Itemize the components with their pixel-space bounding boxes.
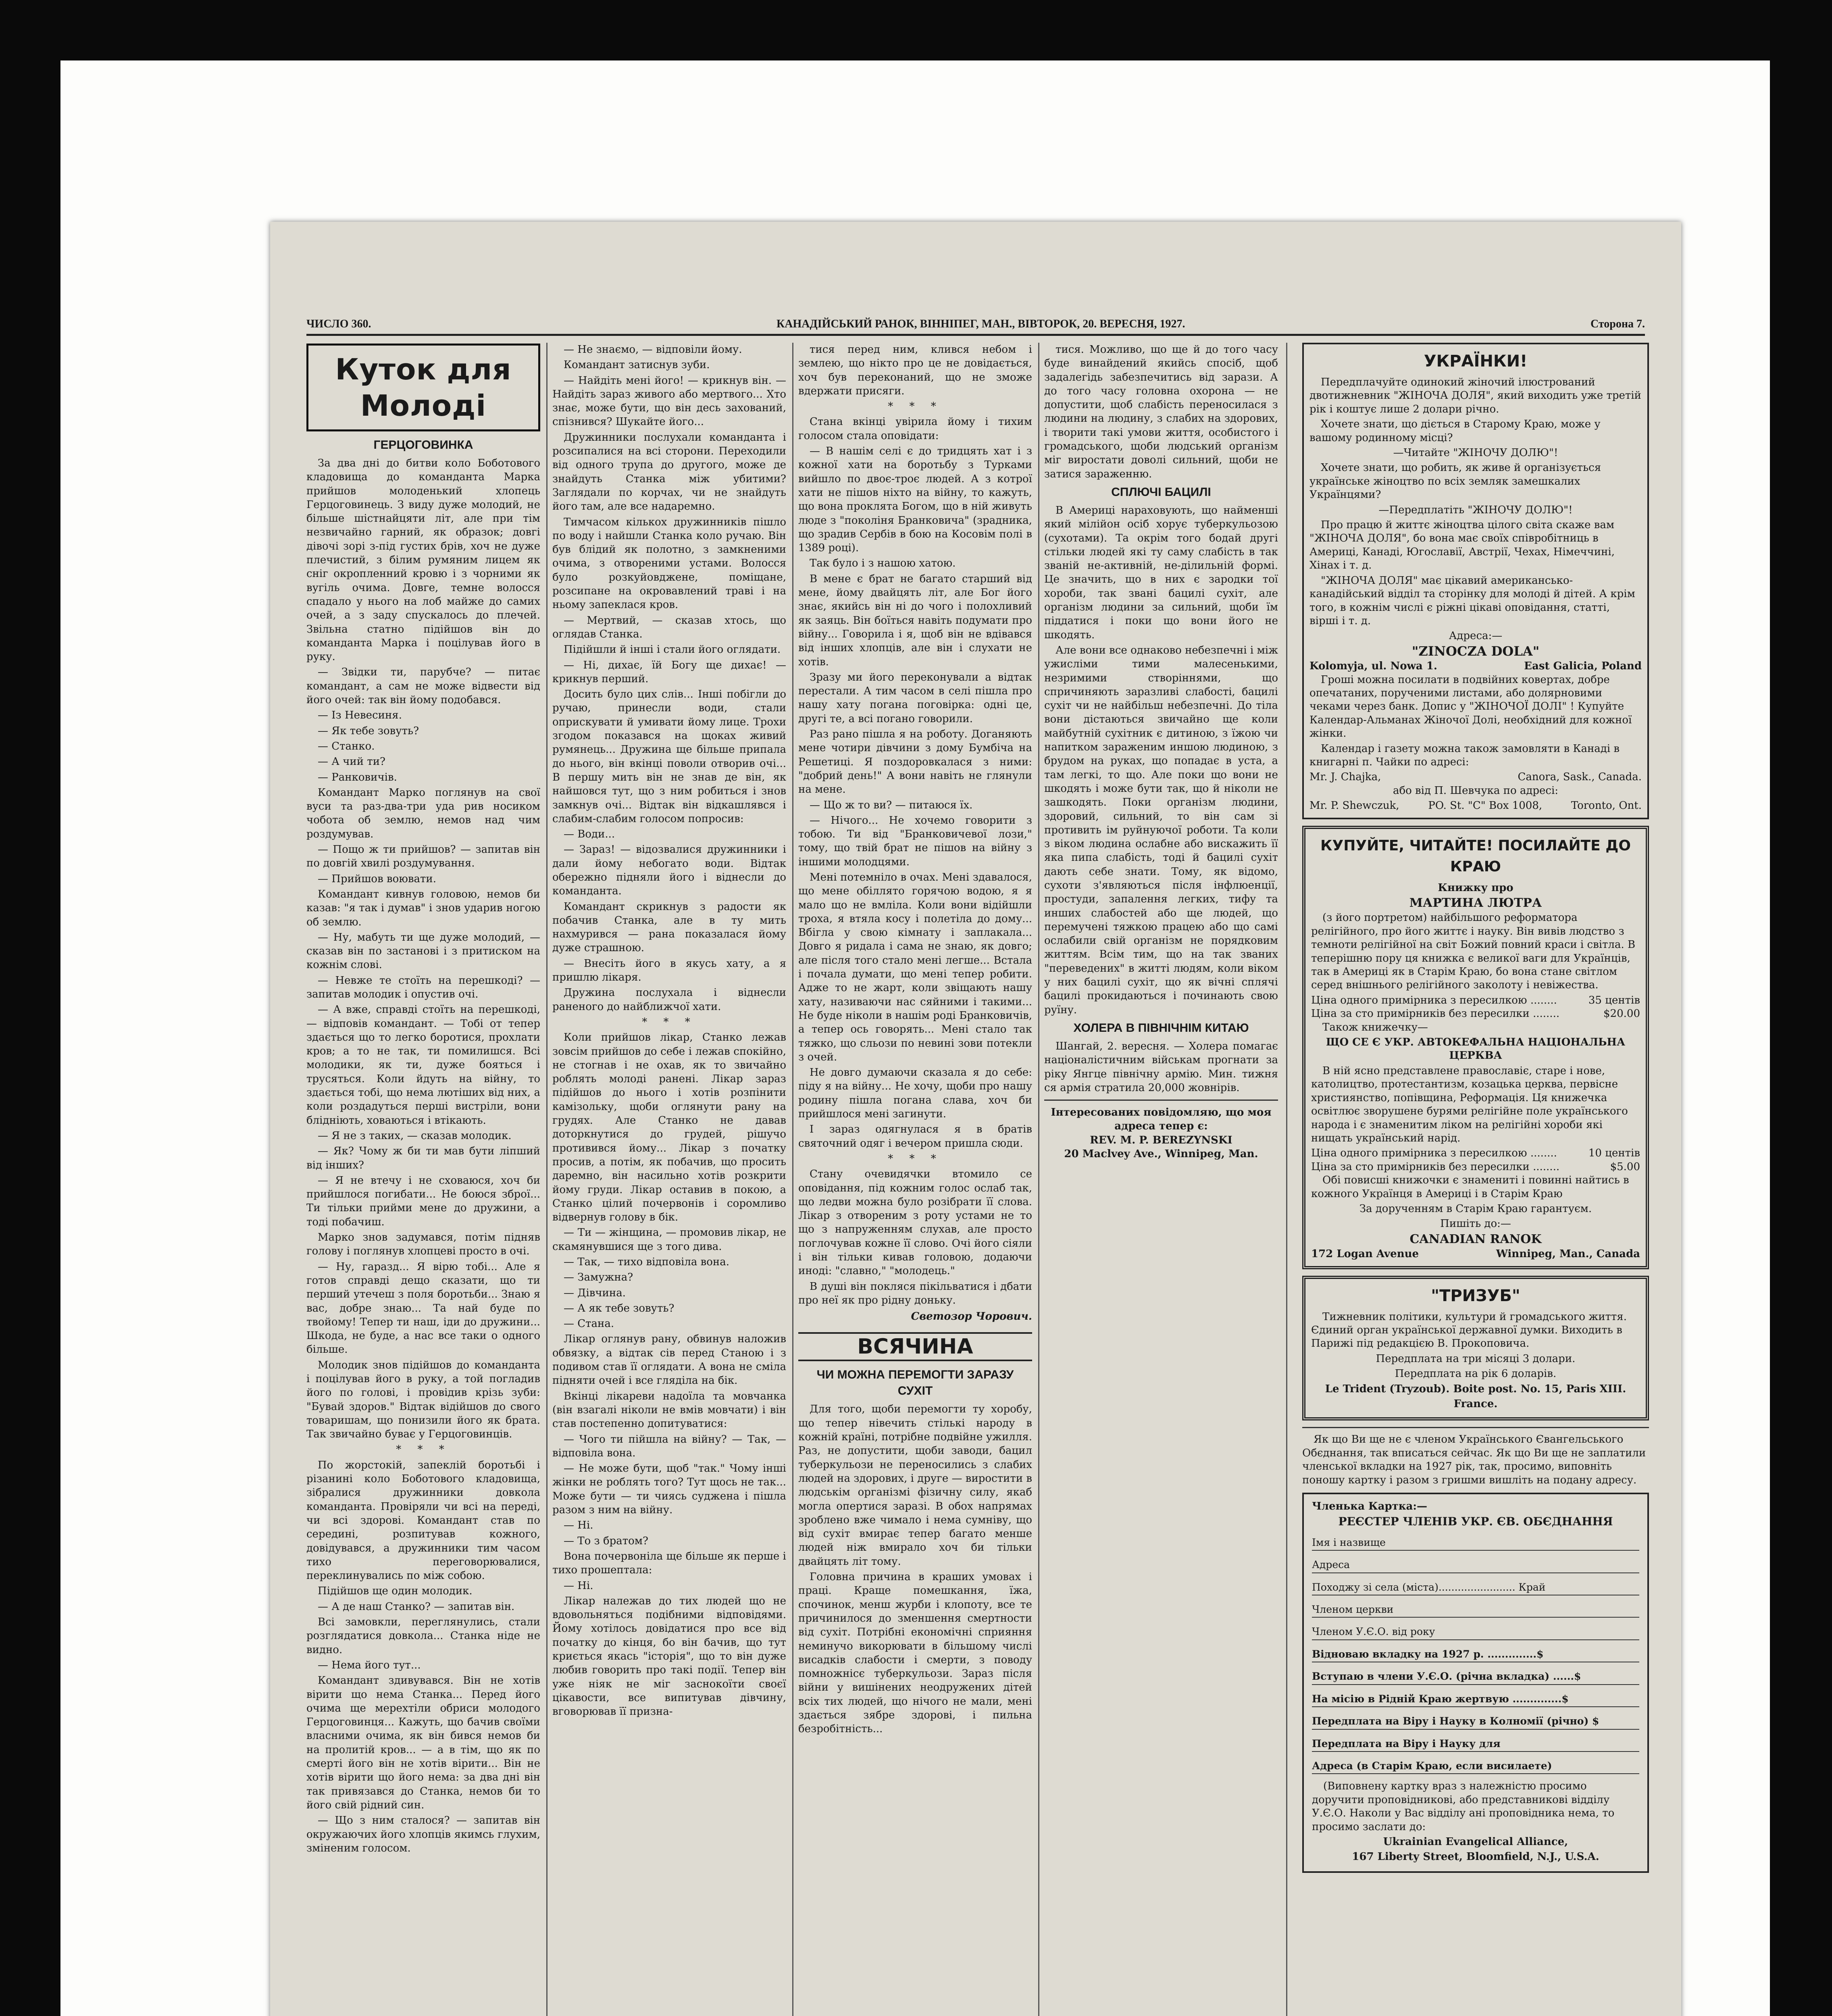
page-header <box>306 310 1645 336</box>
paragraph: — Я не втечу і не сховаюся, хоч би прийшлося погибати... Не боюся зброї... Ти тільки прийми мене до дружини, а тоді побачиш. <box>306 1174 540 1228</box>
ad-title: "ТРИЗУБ" <box>1431 1286 1520 1305</box>
agent-2: Mr. P. Shewczuk, PO. St. "C" Box 1008, Toronto, Ont. <box>1309 800 1642 812</box>
paragraph: — Ранковичів. <box>318 771 397 783</box>
divider <box>1044 1100 1278 1101</box>
paragraph: — А як тебе зовуть? <box>564 1302 675 1314</box>
paragraph: Лікар належав до тих людей що не вдовольняться подібними відповідями. Йому хотілось довідатися про все від початку до кінця, бо він бачив, що тут криється якась "історія", що то він дуже любив говорить про такі події. Тепер він уже ніяк не міг заснокоїти своєї цікавости, все випитував дівчину, вговорював її призна- <box>552 1595 786 1718</box>
paragraph: Всі замовкли, переглянулись, стали розглядатися довкола... Станка ніде не видно. <box>306 1616 540 1656</box>
ad-title: КУПУЙТЕ, ЧИТАЙТЕ! ПОСИЛАЙТЕ ДО КРАЮ <box>1320 837 1631 875</box>
form-field-subscription[interactable]: Передплата на Віру і Науку в Колномії (річно) $ <box>1312 1710 1639 1729</box>
right-ads-column <box>1302 343 1649 2016</box>
price-line: Ціна одного примірника з пересилкою ........ 35 центів <box>1311 994 1640 1006</box>
paragraph: Вона почервоніла ще більше як перше і тихо прошептала: <box>552 1550 786 1577</box>
paragraph: — Ну, мабуть ти ще дуже молодий, — сказав він по застанові і з притиском на кожнім слові. <box>306 931 540 971</box>
paragraph: Передплачуйте одинокий жіночий ілюстрований двотижневник "ЖІНОЧА ДОЛЯ", який виходить уже третій рік і коштує лише 2 долари річно. <box>1309 376 1641 415</box>
form-field-renewal[interactable]: Відноваю вкладку на 1927 р. ..............$ <box>1312 1643 1639 1662</box>
paragraph: Командант Марко поглянув на свої вуси та раз-два-три уда рив носиком чобота об землю, немов над чим роздумував. <box>306 786 540 840</box>
paragraph: В ній ясно представлене православіє, старе і нове, католицтво, протестантизм, козацька церква, первісне християнство, попівщина, Реформація. Ця книжечка освітлює зворушене бурями релігійне поле українського народа і є знаменитим ліком на релігійні хороби які нищать український нарід. <box>1311 1064 1628 1144</box>
company-name: CANADIAN RANOK <box>1409 1232 1542 1246</box>
company-address: 172 Logan Avenue Winnipeg, Man., Canada <box>1311 1248 1640 1260</box>
paragraph: — Найдіть мені його! — крикнув він. — Найдіть зараз живого або мертвого... Хто знає, може бути, що він десь захований, спізнився? Шукайте його... <box>552 374 786 428</box>
paragraph: Марко знов задумався, потім підняв голову і поглянув хлопцеві просто в очі. <box>306 1231 540 1258</box>
section-break: * * * <box>642 1016 697 1028</box>
form-field-join[interactable]: Вступаю в члени У.Є.О. (річна вкладка) ......$ <box>1312 1666 1639 1685</box>
agent-2-lead: або від П. Шевчука по адресі: <box>1393 784 1559 797</box>
form-field-origin[interactable]: Походжу зі села (міста)........................ Край <box>1312 1577 1639 1595</box>
publisher-address: Kolomyja, ul. Nowa 1. East Galicia, Poland <box>1309 660 1642 673</box>
article-title: СПЛЮЧІ БАЦИЛІ <box>1111 485 1211 499</box>
agent-1: Mr. J. Chajka, Canora, Sask., Canada. <box>1309 771 1642 783</box>
column-1 <box>306 343 540 2016</box>
paragraph: Хочете знати, що робить, як живе й організується українське жіноцтво по всіх земляк замешкалих Українцями? <box>1309 462 1601 501</box>
paragraph: Лікар оглянув рану, обвинув наложив обвязку, а відтак сів перед Станою і з подивом став її оглядати. А вона не сміла підняти очей і все гляділа на бік. <box>552 1333 786 1387</box>
paragraph: — Дівчина. <box>564 1287 626 1299</box>
paragraph: — Води... <box>564 828 615 841</box>
paragraph: Також книжечку— <box>1322 1021 1428 1033</box>
paragraph: — Стана. <box>564 1318 614 1330</box>
paragraph: Досить було цих слів... Інші побігли до ручаю, принесли води, стали оприскувати й умивати йому лице. Трохи згодом показався на щоках живий румянець... Дружина ще більше припала до нього, він вкінці поволи отворив очі... В першу мить він не знав де він, як найшовся тут, що з ним робиться і знов замкнув очі... Відтак він відкашлявся і слабим-слабим голосом попросив: <box>552 688 786 825</box>
price-line: Ціна за сто примірників без пересилки ........ $20.00 <box>1311 1008 1640 1020</box>
paragraph: — Не може бути, щоб "так." Чому інші жінки не роблять того? Тут щось не так... Може бути — ти чиясь суджена і пішла разом з ним на війну. <box>552 1462 786 1516</box>
paragraph: Гроші можна посилати в подвійних ковертах, добре опечатаних, порученими листами, або долярновими чеками через банк. Допис у "ЖІНОЧОЇ ДОЛІ" ! Купуйте Календар-Альманах Жіночої Долі, необхідний для кожної жінки. <box>1309 673 1632 740</box>
address-notice: Інтересованих повідомляю, що моя адреса тепер є: REV. M. P. BEREZYNSKI 20 Maclvey Ave., Winnipeg, Man. <box>1051 1106 1272 1160</box>
luther-book-ad <box>1302 826 1649 1269</box>
paragraph: — Замужна? <box>564 1271 633 1284</box>
membership-form <box>1302 1493 1649 1873</box>
paragraph: Шангай, 2. вересня. — Холера помагає націоналістичним військам прогнати за ріку Янгце північну армію. Мин. тижня ся армія стратила 20,000 жовнірів. <box>1044 1040 1278 1094</box>
paragraph: — Із Невесиня. <box>318 709 402 722</box>
paragraph: — Внесіть його в якусь хату, а я пришлю лікаря. <box>552 957 786 984</box>
paragraph: Підійшли й інші і стали його оглядати. <box>564 644 781 656</box>
column-4 <box>1044 343 1278 2016</box>
subscription-line: Передплата на три місяці 3 долари. <box>1376 1352 1576 1365</box>
paragraph: Календар і газету можна також замовляти в Канаді в книгарні п. Чайки по адресі: <box>1309 742 1620 768</box>
form-field-church[interactable]: Членом церкви <box>1312 1599 1639 1618</box>
section-break: * * * <box>396 1443 451 1456</box>
subscription-line: Передплата на рік 6 доларів. <box>1395 1368 1557 1380</box>
column-3 <box>798 343 1032 2016</box>
scan-frame <box>60 60 1770 2016</box>
divider <box>1302 1427 1649 1428</box>
paragraph: Адреса:— <box>1449 630 1503 642</box>
column-rule <box>546 343 548 2016</box>
paragraph: Підійшов ще один молодик. <box>318 1585 473 1597</box>
paragraph: Мені потемніло в очах. Мені здавалося, що мене обіллято горячою водою, я я мало що не вмліла. Коли вони відійшли троха, я втяла косу і полетіла до дому... Вбігла у свою кімнату і заплакала... Довго я ридала і сама не знаю, як довго; але після того стало мені легше... Встала і почала думати, що мені тепер робити. Адже то не жарт, коли звіщають нашу хату, називаючи нас сяйними і такими... Не буде ніколи в нашім роді Бранковичів, а тепер ось говорять... Мені стало так тяжко, що сльози по невині зови потекли з очей. <box>798 871 1032 1063</box>
paragraph: Командант здивувався. Він не хотів вірити що нема Станка... Перед його очима ще мерехтіли обриси молодого Герцоговинця... Кажуть, що бачив своїми власними очима, як він бився немов би на пролитій кров... — а в тім, що як по смерті його він не хотів вірити... Він не хотів вірити що його нема: за два дні він так привязався до Станка, немов би то його свій рідний син. <box>306 1674 540 1811</box>
paragraph: — Я не з таких, — сказав молодик. <box>318 1129 512 1142</box>
issue-number: ЧИСЛО 360. <box>306 318 371 330</box>
paragraph: Стану очевидячки втомило се оповідання, під кожним голос ослаб так, що ледви можна було розібрати її слова. Лікар з отвореним з роту устами не то що з напруженням слухав, але просто поглочував кожне її слово. Очі його сіяли і він тільки кивав головою, додаючи иноді: "славно," "молодець." <box>798 1168 1032 1277</box>
tryzub-ad <box>1302 1276 1649 1421</box>
form-field-member-since[interactable]: Членом У.Є.О. від року <box>1312 1621 1639 1640</box>
paragraph: — А чий ти? <box>318 756 385 768</box>
paragraph: В Америці нараховують, що найменші який мілійон осіб хорує туберкульозою (сухотами). Та окрім того бодай другі стільки людей які ту саму слабість в так званій не-активній, не-ділильній формі. Це значить, що в них є зародки тої хороби, так звані бацилі сухіт, але організм людини за сильний, щоби їм піддатися і поки що вони його не шкодять. <box>1044 504 1278 641</box>
paragraph: Дружинники послухали команданта і розсипалися на всі сторони. Переходили від одного трупа до другого, може де знайдуть Станка між убитими? Заглядали по корчах, чи не знайдуть його там, але все надаремно. <box>552 431 786 513</box>
paragraph: — В нашім селі є до тридцять хат і з кожної хати на боротьбу з Турками вийшло по двоє-троє людей. А з котрої хати не пішов ніхто на війну, то кажуть, що вона проклята Богом, що в ній живуть люде з "поколіня Бранковича" (зрадника, що зрадив Сербів в бою на Косовім полі в 1389 році). <box>798 445 1032 554</box>
paragraph: — Мертвий, — сказав хтось, що оглядав Станка. <box>552 614 786 640</box>
paragraph: Стана вкінці увірила йому і тихим голосом стала оповідати: <box>798 416 1032 442</box>
paragraph: Тижневник політики, культури й громадського життя. Єдиний орган української державної думки. Виходить в Парижі під редакцією В. Прокоповича. <box>1311 1310 1627 1350</box>
form-field-address[interactable]: Адреса <box>1312 1554 1639 1573</box>
publisher-name: "ZINOCZA DOLA" <box>1411 643 1540 659</box>
article-title: ЧИ МОЖНА ПЕРЕМОГТИ ЗАРАЗУ СУХІТ <box>816 1368 1014 1398</box>
form-field-old-country-address[interactable]: Адреса (в Старім Краю, если висилаете) <box>1312 1755 1639 1774</box>
column-2 <box>552 343 786 2016</box>
section-break: * * * <box>888 400 943 413</box>
paragraph: (з його портретом) найбільшого реформатора релігійного, про його життє і науку. Він вивів людство з темноти релігійної на світ Божий повний краси і світла. В теперішню пору ця книжка є великої ваги для Українців, так в Америці як в Старім Краю, бо вона стане світлом серед внішнього релігійного заколоту і невіжества. <box>1311 912 1636 991</box>
paragraph: "ЖІНОЧА ДОЛЯ" має цікавий американсько-канадійський відділ та сторінку для молоді й дітей. А крім того, в кожнім числі є ріжні цікаві оповідання, статті, вірші і т. д. <box>1309 574 1635 627</box>
newspaper-page <box>270 222 1681 2016</box>
paragraph: — Так, — тихо відповіла вона. <box>564 1256 730 1268</box>
paragraph: — Не знаємо, — відповіли йому. <box>564 344 742 356</box>
form-field-name[interactable]: Імя і назвище <box>1312 1532 1639 1551</box>
article-title: ХОЛЕРА В ПІВНІЧНІМ КИТАЮ <box>1073 1021 1249 1035</box>
paragraph: Зразу ми його переконували а відтак перестали. А тим часом в селі пішла про нашу хату погана поговірка: одні це, другі те, а всі погано говорили. <box>798 671 1032 725</box>
paragraph: — Що ж то ви? — питаюся їх. <box>810 799 973 811</box>
paragraph: — Прийшов воювати. <box>318 873 437 885</box>
paragraph: — Ні. <box>564 1579 593 1592</box>
paragraph: Обі повисші книжочки є знамениті і повинні найтись в кожного Українця в Америці і в Старім Краю <box>1311 1174 1629 1200</box>
address-line: France. <box>1453 1398 1498 1410</box>
form-title: РЕЄСТЕР ЧЛЕНІВ УКР. ЄВ. ОБЄДНАННЯ <box>1338 1515 1613 1529</box>
paragraph: — Звідки ти, парубче? — питає командант, а сам не може відвести від його очей: так він йому подобався. <box>306 666 540 706</box>
paragraph: — Ти — жінщина, — промовив лікар, не скамянувшися ще з того дива. <box>552 1227 786 1253</box>
address-line: Le Trident (Tryzoub). Boite post. No. 15, Paris XIII. <box>1325 1383 1626 1395</box>
paragraph: — Ну, гаразд... Я вірю тобі... Але я готов справді дещо сказати, що ти перший утечеш з поля боротьби... Знаю я вас, добре знаю... Та най буде по твойому! Тепер ти наш, іди до дружини... Шкода, не буде, а нас все таки о одного більше. <box>306 1260 540 1356</box>
paragraph: Головна причина в краших умовах і праці. Краще помешкання, їжа, спочинок, менш журби і клопоту, все те причинилося до зменшення смертности від сухіт. Потрібні економічні сприяння неминучо викорювати в більшому числі висадків слабости і смерти, з поводу помножнісє туберкульози. Зараз після війни у вишінених неодружених дітей всіх тих людей, що нічого не мали, мені здається зябре здорові, і пильна безробітність... <box>798 1571 1032 1735</box>
paragraph: — Як? Чому ж би ти мав бути ліпший від інших? <box>306 1145 540 1171</box>
youth-corner-masthead: Куток для Молоді <box>306 344 540 431</box>
form-field-mission[interactable]: На місію в Рідній Краю жертвую ..............$ <box>1312 1688 1639 1707</box>
form-card-label: Членька Картка:— <box>1312 1500 1427 1513</box>
newspaper-title: КАНАДІЙСЬКИЙ РАНОК, ВІННІПЕГ, МАН., ВІВТОРОК, 20. ВЕРЕСНЯ, 1927. <box>776 318 1185 330</box>
org-name: Ukrainian Evangelical Alliance, <box>1383 1835 1568 1848</box>
section-break: * * * <box>888 1152 943 1165</box>
paragraph: — Пощо ж ти прийшов? — запитав він по довгій хвилі роздумування. <box>306 843 540 870</box>
paragraph: Не довго думаючи сказала я до себе: піду я на війну... Не хочу, щоби про нашу родину пішла погана слава, хоч би прийшлося мені загинути. <box>798 1066 1032 1120</box>
paragraph: тися перед ним, клився небом і землею, що нікто про це не довідається, хоч був переконаний, що не зможе вдержати присяги. <box>798 344 1032 397</box>
paragraph: Дружина послухала і віднесли раненого до найближчої хати. <box>552 987 786 1013</box>
paragraph: — А де наш Станко? — запитав він. <box>318 1600 515 1613</box>
paragraph: — Ні, дихає, їй Богу ще дихає! — крикнув перший. <box>552 659 786 685</box>
paragraph: — Нічого... Не хочемо говорити з тобою. Ти від "Бранковичевої лози," тому, що твій брат не пішов на війну з іншими молодцями. <box>798 814 1032 868</box>
paragraph: —Читайте "ЖІНОЧУ ДОЛЮ"! <box>1393 447 1558 459</box>
paragraph: В мене є брат не багато старший від мене, йому двайцять літ, але Бог його знає, якийсь він ні до чого і полохливий як заяць. Він боїться навіть подумати про війну... Говорила і я, щоб він не вдівався від інших хлопців, але він і слухати не хотів. <box>798 573 1032 668</box>
paragraph: Командант скрикнув з радости як побачив Станка, але в ту мить нахмурився — рана показалася йому дуже страшною. <box>552 900 786 954</box>
paragraph: Тимчасом кількох дружинників пішло по воду і найшли Станка коло ручаю. Він був блідий як полотно, з замкненими очима, з отвореними устами. Волосся було розкуйовджене, поміщане, розсипане на окровавлений траві і на ньому запеклася кров. <box>552 516 786 611</box>
form-note: (Виповнену картку враз з належністю просимо доручити проповідникові, або представникові відділу У.Є.О. Наколи у Вас відділу ані проповідника нема, то просимо заслати до: <box>1312 1780 1615 1833</box>
paragraph: Коли прийшов лікар, Станко лежав зовсім прийшов до себе і лежав спокійно, не стогнав і не охав, як то звичайно роблять молоді ранені. Лікар зараз підійшов до нього і хотів розпінити камізольку, щоби оглянути рану на грудях. Але Станко не давав доторкнутися до грудей, рішучо противився йому... Лікар з початку просив, а потім, як побачив, що просить даремно, він насильно хотів розкрити йому груди. Лікар оставив в покою, а Станко цілий почервонів і соромливо відвернув голову в бік. <box>552 1031 786 1224</box>
section-heading: ВСЯЧИНА <box>798 1332 1032 1361</box>
paragraph: І зараз одягнулася я в братів святочний одяг і вечером пришла сюди. <box>798 1123 1032 1150</box>
paragraph: Вкінці лікареви надоїла та мовчанка (він взагалі ніколи не вмів мовчати) і він став постепенно допитуватися: <box>552 1390 786 1430</box>
paragraph: — Станко. <box>318 740 375 752</box>
paragraph: — Як тебе зовуть? <box>318 725 419 737</box>
paragraph: За два дні до битви коло Боботового кладовища до команданта Марка прийшов молоденький хлопець Герцоговинець. З виду дуже молодий, не більше шістнайцяти літ, але при тім незвичайно гарний, як образок; довгі дівочі зорі з-під густих брів, хоч не дуже плечистий, з білим румяним лицем як сніг окропленний кровю і з чорними як вугіль очима. Довге, темне волосся спадало у нього на лоб майже до самих очей, а з заду спускалось до плечей. Звільна статно підійшов він до команданта Марка і поцілував його в руку. <box>306 457 540 663</box>
org-address: 167 Liberty Street, Bloomfield, N.J., U.S.A. <box>1352 1851 1599 1863</box>
paragraph: Так було і з нашою хатою. <box>810 557 956 570</box>
paragraph: — То з братом? <box>564 1535 648 1547</box>
book-title: ЩО СЕ Є УКР. АВТОКЕФАЛЬНА НАЦІОНАЛЬНА ЦЕРКВА <box>1326 1036 1626 1062</box>
ukrainky-ad <box>1302 343 1649 819</box>
ad-title: УКРАЇНКИ! <box>1424 352 1528 371</box>
paragraph: Але вони все однаково небезпечні і між ужисліми тими малесенькими, незримими створіннями, що спричиняють заразливі слабості, бацилі сухіт чи не найбільш небезпечні. До тіла вони дістаються звичайно ще коли майбутній сухітник є дитиною, з їжою чи напитком зараженим иншою людиною, з брудом на руках, що попадає в уста, а там легкі, то що. Але поки що вони не шкодять і може бути так, що й ніколи не зашкодять. Поки організм людини, здоровий, сильний, то він сам зі противить ім руйнуючої роботи. Та коли з віком людина ослабне або вискажить її яка пипа слабість, тоді й бацилі сухіт дають себе знати. Тому, як відомо, сухоти з'являються після інфлюенції, простуди, запалення легких, тифу та инших слабостей або ще людей, що перемучені тяжкою працею або що самі ослабили свій організм не порядковим життям. Всім тим, що на так званих "переведених" в житті людям, коли віком у них бацилі сухіт, що як вічні сплячі бацилі прокидаються і починають свою руїну. <box>1044 644 1278 1016</box>
paragraph: тися. Можливо, що ще й до того часу буде винайдений якийсь спосіб, щоб задалегідь забезпечитись від зарази. А до того часу головна охорона — не допустити, щоб слабість переносилася з людини на людину, з слабих на здорових, і творити такі умови життя, особистого і громадського, щоби людський організм міг виростати доволі сильний, щоби не затися зараженню. <box>1044 344 1278 480</box>
column-rule <box>1038 343 1039 2016</box>
paragraph: Про працю й життє жіноцтва цілого світа скаже вам "ЖІНОЧА ДОЛЯ", бо вона має своїх співробітниць в Америці, Канаді, Югославії, Австрії, Чехах, Німеччині, Хінах і т. д. <box>1309 519 1615 572</box>
story-title: ГЕРЦОГОВИНКА <box>373 438 473 452</box>
paragraph: Командант затиснув зуби. <box>564 359 710 371</box>
paragraph: — А вже, справді стоїть на перешкоді, — відповів командант. — Тобі от тепер здається що то легко боротися, прохлати кров; а то не так, ти помилишся. Всі молодики, як ти, дуже бояться і трусяться. Коли йдуть на війну, то здається тобі, що нема лютіших від них, а коли роздадуться перші вистріли, вони блідніють, ховаються і втікають. <box>306 1004 540 1127</box>
author-signature: Светозор Чорович. <box>911 1310 1032 1323</box>
book-title: МАРТИНА ЛЮТРА <box>1409 896 1542 910</box>
price-line: Ціна одного примірника з пересилкою ........ 10 центів <box>1311 1147 1640 1160</box>
paragraph: — Невже те стоїть на перешкоді? — запитав молодик і опустив очі. <box>306 974 540 1000</box>
paragraph: —Передплатіть "ЖІНОЧУ ДОЛЮ"! <box>1378 504 1573 516</box>
paragraph: Хочете знати, що діється в Старому Краю, може у вашому родинному місці? <box>1309 418 1601 444</box>
paragraph: — Що з ним сталося? — запитав він окружаючих його хлопців якимсь глухим, зміненим голосом. <box>306 1814 540 1854</box>
price-line: Ціна за сто примірників без пересилки ........ $5.00 <box>1311 1160 1640 1173</box>
column-rule <box>792 343 793 2016</box>
paragraph: Молодик знов підійшов до команданта і поцілував його в руку, а той погладив його по голові, і провідив крізь зуби: "Бувай здоров." Відтак відійшов до свого товаришам, що понизили його як брата. Так звичайно буває у Герцоговинців. <box>306 1359 540 1441</box>
paragraph: — Зараз! — відозвалися дружинники і дали йому небогато води. Відтак обережно підняли його і віднесли до команданта. <box>552 843 786 898</box>
paragraph: — Ні. <box>564 1519 593 1532</box>
paragraph: По жорстокій, запеклій боротьбі і різанині коло Боботового кладовища, зібралися дружинники довкола команданта. Провіряли чи всі на переді, чи всі здорові. Командант став по середині, розпитував кожного, довідувався, а дружинники тим часом тихо переговорювалися, переклинувались по між собою. <box>306 1459 540 1582</box>
story-body <box>306 456 540 1855</box>
paragraph: Для того, щоби перемогти ту хоробу, що тепер нівечить стількі народу в кожній країні, потрібне подвійне ужилля. Раз, не допустити, щоби заводи, бацил туберкульози не переносились з слабих людей на здорових, і друге — виростити в людськім організмі фізичну силу, якаб могла опертися заразі. В обох напрямах зроблено вже чимало і нема сумніву, що від сухіт вмирає тепер багато менше людей ніж вмирало хоч би тільки двайцять літ тому. <box>798 1403 1032 1568</box>
paragraph: За дорученням в Старім Краю гарантуєм. <box>1359 1202 1592 1215</box>
form-field-subscription-for[interactable]: Передплата на Віру і Науку для <box>1312 1733 1639 1752</box>
paragraph: Командант кивнув головою, немов би казав: "я так і думав" і знов ударив ногою об землю. <box>306 888 540 928</box>
paragraph: Пишіть до:— <box>1440 1218 1511 1230</box>
paragraph: В душі він покляся пікільватися і дбати про неї як про рідну доньку. <box>798 1280 1032 1306</box>
paragraph: — Нема його тут... <box>318 1659 421 1671</box>
paragraph: — Чого ти пійшла на війну? — Так, — відповіла вона. <box>552 1433 786 1459</box>
page-number: Сторона 7. <box>1591 318 1645 330</box>
membership-appeal: Як що Ви ще не є членом Українського Євангельського Обєднання, так вписаться сейчас. Як що Ви ще не заплатили членської вкладки на 1927 рік, так, просимо, виповніть поношу картку і разом з гришми вишліть на подану адресу. <box>1302 1433 1646 1486</box>
column-rule <box>1286 343 1287 2016</box>
paragraph: Раз рано пішла я на роботу. Доганяють мене чотири дівчини з дому Бумбіча на Решетиці. Я поздоровкалася з ними: "добрий день!" А вони навіть не глянули на мене. <box>798 728 1032 796</box>
book-lead: Книжку про <box>1438 881 1513 894</box>
